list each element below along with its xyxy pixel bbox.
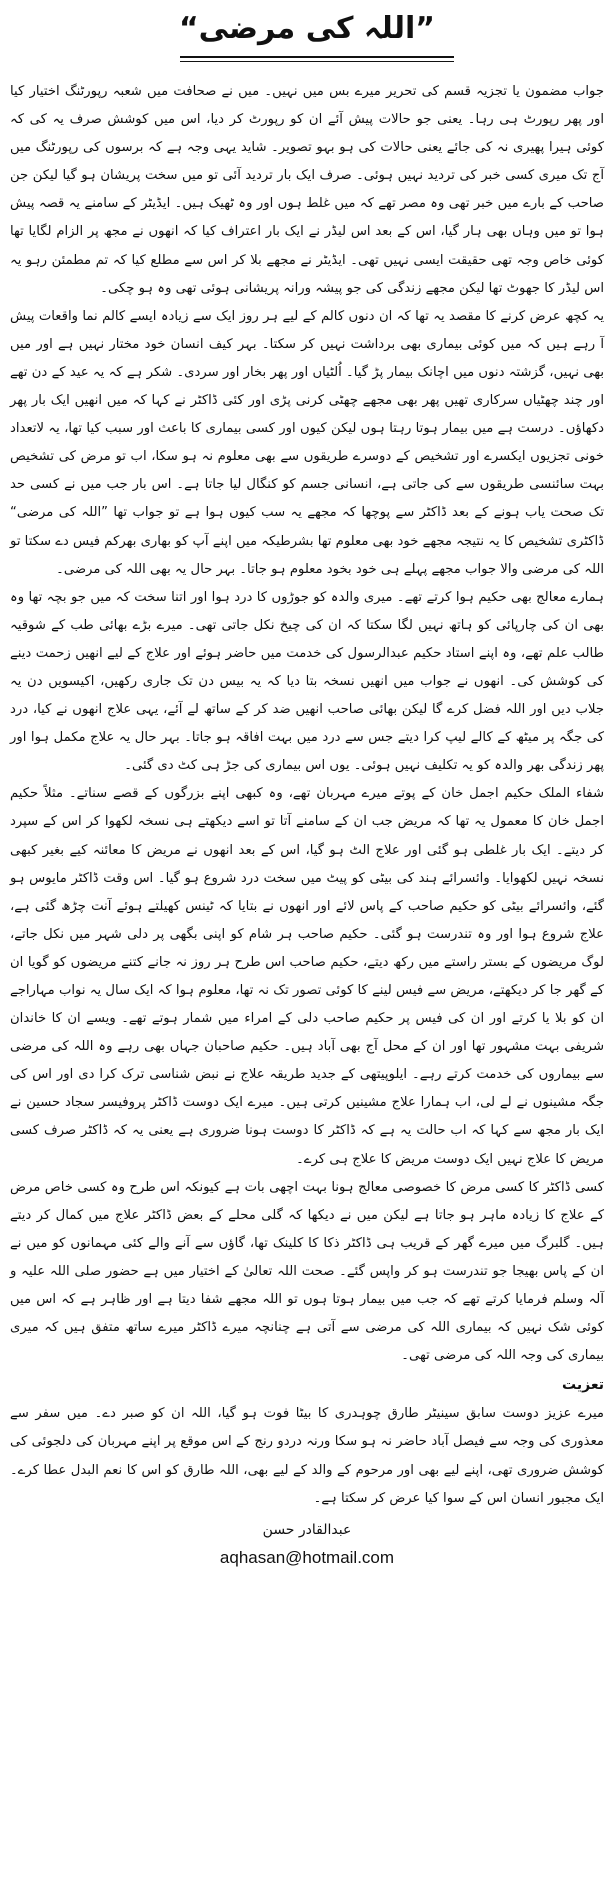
paragraph: ہمارے معالج بھی حکیم ہوا کرتے تھے۔ میری والدہ کو جوڑوں کا درد ہوا اور اتنا سخت کہ میں جو بچہ تھا وہ بھی ان کی چارپائی کو ہاتھ نہیں لگا سکتا کہ ان کی چیخ نکل جاتی تھی۔ میرے بڑے بھائی طب کے شوقیہ طالب علم تھے، وہ اپنے استاد حکیم عبدالرسول کی خدمت میں حاضر ہوئے اور علاج کے لیے انھیں زحمت دینے کی کوشش کی۔ انھوں نے جواب میں انھیں نسخہ بتا دیا کہ یہ بیس دن تک جاری رکھیں، اکیسویں دن یہ جلاب دیں اور اللہ فضل کرے گا لیکن بھائی صاحب انھیں ضد کر کے ساتھ لے آئے، یہی علاج انھوں نے کیا، درد کی جگہ پر میٹھ کے کالے لیپ کرا دیتے جس سے درد میں بہت افاقہ ہو جاتا۔ بہر حال یہ علاج مکمل ہوا اور پھر زندگی بھر والدہ کو یہ تکلیف نہیں ہوئی۔ یوں اس بیماری کی جڑ ہی کٹ دی گئی۔ (10, 589, 604, 774)
paragraph: یہ کچھ عرض کرنے کا مقصد یہ تھا کہ ان دنوں کالم کے لیے ہر روز ایک سے زیادہ ایسے کالم نما واقعات پیش آ رہے ہیں کہ میں کوئی بیماری بھی برداشت نہیں کر سکتا۔ بہر کیف انسان خود مختار نہیں ہے اور میں بھی نہیں، گزشتہ دنوں میں اچانک بیمار پڑ گیا۔ اُلٹیاں اور پھر بخار اور سردی۔ شکر ہے کہ یہ عید کے دن تھے اور چند چھٹیاں سرکاری تھیں پھر بھی مجھے چھٹی کرنی پڑی اور کئی ڈاکٹر نے کہا کہ میں انھیں ایک بار پھر دکھاؤں۔ درست ہے میں بیمار ہوتا رہتا ہوں لیکن کیوں اور کسی بیماری کا باعث اور سبب کیا تھا، یہ لاتعداد خونی تجزیوں ایکسرے اور تشخیص کے دوسرے طریقوں سے بھی معلوم نہ ہو سکا، اب تو مرض کی تشخیص بہت سائنسی طریقوں سے کی جاتی ہے، انسانی جسم کو کنگال لیا جاتا ہے۔ اس بار جب میں نے کسی حد تک صحت یاب ہونے کے بعد ڈاکٹر سے پوچھا کہ مجھے یہ سب کیوں ہوا ہے تو جواب تھا ”اللہ کی مرضی“ ڈاکٹری تشخیص کا یہ نتیجہ مجھے خود بھی معلوم تھا بشرطیکہ میں اپنے آپ کو بھاری بھرکم فیس دے سکتا تو اللہ کی مرضی والا جواب مجھے پہلے ہی خود بخود معلوم ہو جاتا۔ بہر حال یہ بھی اللہ کی مرضی۔ (10, 308, 604, 577)
title-underline-thin (180, 61, 454, 62)
paragraph: جواب مضمون یا تجزیہ قسم کی تحریر میرے بس میں نہیں۔ میں نے صحافت میں شعبہ رپورٹنگ اختیار کیا اور پھر رپورٹ ہی رہا۔ یعنی جو حالات پیش آئے ان کو رپورٹ کر دیا، اس میں کوشش صرف یہ کی کہ کوئی ہیرا پھیری نہ کی جائے یعنی حالات کی ہو بہو تصویر۔ شاید یہی وجہ ہے کہ برسوں کی رپورٹنگ میں آج تک میری کسی خبر کی تردید نہیں ہوئی۔ صرف ایک بار تردید آئی تو میں سخت پریشان ہو گیا لیکن جن صاحب کے بارے میں خبر تھی وہ مصر تھے کہ میں غلط ہوں اور وہ ٹھیک ہیں۔ ایڈیٹر کے سامنے یہ قصہ پیش ہوا تو میں وہاں بھی ہار گیا، اس کے بعد اس لیڈر نے ایک بار اعتراف کیا کہ انھوں نے مجھ پر الزام لگایا تھا کوئی خاص وجہ تھی حقیقت ایسی نہیں تھی۔ ایڈیٹر نے مجھے بلا کر اس سے مطلع کیا کہ تم مطمئن رہو یہ اس لیڈر کا جھوٹ تھا لیکن مجھے زندگی کی جو پیشہ ورانہ پریشانی ہوئی تھی وہ ہو چکی۔ (10, 84, 604, 296)
author-name: عبدالقادر حسن (262, 1521, 352, 1538)
title-block (10, 0, 604, 78)
paragraph: میرے عزیز دوست سابق سینیٹر طارق چوہدری کا بیٹا فوت ہو گیا، اللہ ان کو صبر دے۔ میں سفر سے معذوری کی وجہ سے فیصل آباد حاضر نہ ہو سکا ورنہ دردو رنج کے اس موقع پر اپنے مہربان کی دلجوئی کی کوشش ضروری تھی، اپنے لیے بھی اور مرحوم کے والد کے لیے بھی، اللہ طارق کو اس کا نعم البدل عطا کرے۔ ایک مجبور انسان اس کے سوا کیا عرض کر سکتا ہے۔ (10, 1406, 604, 1506)
condolence-body (10, 1400, 604, 1512)
article-title: ”اللہ کی مرضی“ (178, 11, 436, 46)
article-body (10, 78, 604, 1370)
paragraph: شفاء الملک حکیم اجمل خان کے پوتے میرے مہربان تھے، وہ کبھی اپنے بزرگوں کے قصے سناتے۔ مثلاً حکیم اجمل خان کا معمول یہ تھا کہ مریض جب ان کے سامنے آتا تو اسے دیکھتے ہی نسخہ لکھوا کر اس کے سپرد کر دیتے۔ ایک بار غلطی ہو گئی اور علاج الٹ ہو گیا، اس کے بعد انھوں نے مریض کا معائنہ کیے بغیر کبھی نسخہ نہیں لکھوایا۔ وائسرائے ہند کی بیٹی کو پیٹ میں سخت درد شروع ہو گیا۔ اس وقت ڈاکٹر مایوس ہو گئے، وائسرائے بیٹی کو حکیم صاحب کے پاس لائے اور انھوں نے بتایا کہ ٹینس کھیلتے ہوئے آنت چڑھ گئی ہے، علاج شروع ہوا اور وہ تندرست ہو گئی۔ حکیم صاحب ہر شام کو اپنی بگھی پر دلی شہر میں نکل جاتے، لوگ مریضوں کے بستر راستے میں رکھ دیتے، حکیم صاحب اس طرح ہر روز نہ جانے کتنے مریضوں کو گویا ان کے گھر جا کر دیکھتے، مریض سے فیس لینے کا کوئی تصور تک نہ تھا، معلوم ہوا کہ ایک سال یہ نواب مہاراجے ان کو بلا یا کرتے اور ان کی فیس پر حکیم صاحب دلی کے امراء میں شمار ہوتے تھے۔ ویسے ان کا خاندان شریفی بہت مشہور تھا اور ان کے محل آج بھی آباد ہیں۔ حکیم صاحبان جہاں بھی رہے وہ اللہ کی مرضی سے بیماروں کی خدمت کرتے رہے۔ ایلوپیتھی کے جدید طریقہ علاج نے نبض شناسی ترک کرا دی اور اس کی جگہ مشینوں نے لے لی، اب ہمارا علاج مشینیں کرتی ہیں۔ میرے ایک دوست ڈاکٹر پروفیسر سجاد حسین نے ایک بار مجھ سے کہا کہ اب حالت یہ ہے کہ ڈاکٹر کا دوست ہونا ضروری ہے یعنی یہ کہ ڈاکٹر صرف کسی مریض کا علاج نہیں ایک دوست مریض کا علاج ہی کرے۔ (10, 786, 604, 1167)
author-email[interactable]: aqhasan@hotmail.com (219, 1547, 395, 1567)
paragraph: کسی ڈاکٹر کا کسی مرض کا خصوصی معالج ہونا بہت اچھی بات ہے کیونکہ اس طرح وہ کسی خاص مرض کے علاج کا زیادہ ماہر ہو جاتا ہے لیکن میں نے دیکھا کہ گلی محلے کے بعض ڈاکٹر علاج میں کمال کر دیتے ہیں۔ گلبرگ میں میرے گھر کے قریب ہی ڈاکٹر ذکا کا کلینک تھا، گاؤں سے آنے والے کئی مہمانوں کو میں نے ان کے پاس بھیجا جو تندرست ہو کر واپس گئے۔ صحت اللہ تعالیٰ کے اختیار میں ہے حضور صلی اللہ علیہ و آلہ وسلم فرمایا کرتے تھے کہ جب میں بیمار ہوتا ہوں تو اللہ مجھے شفا دیتا ہے اور ظاہر ہے کہ اس میں کوئی شک نہیں کہ بیماری اللہ کی مرضی سے آتی ہے چنانچہ میرے ڈاکٹر میرے ساتھ متفق ہیں کہ میری بیماری کی وجہ اللہ کی مرضی تھی۔ (10, 1179, 604, 1364)
title-underline (180, 56, 454, 58)
condolence-heading: تعزیت (562, 1377, 604, 1394)
